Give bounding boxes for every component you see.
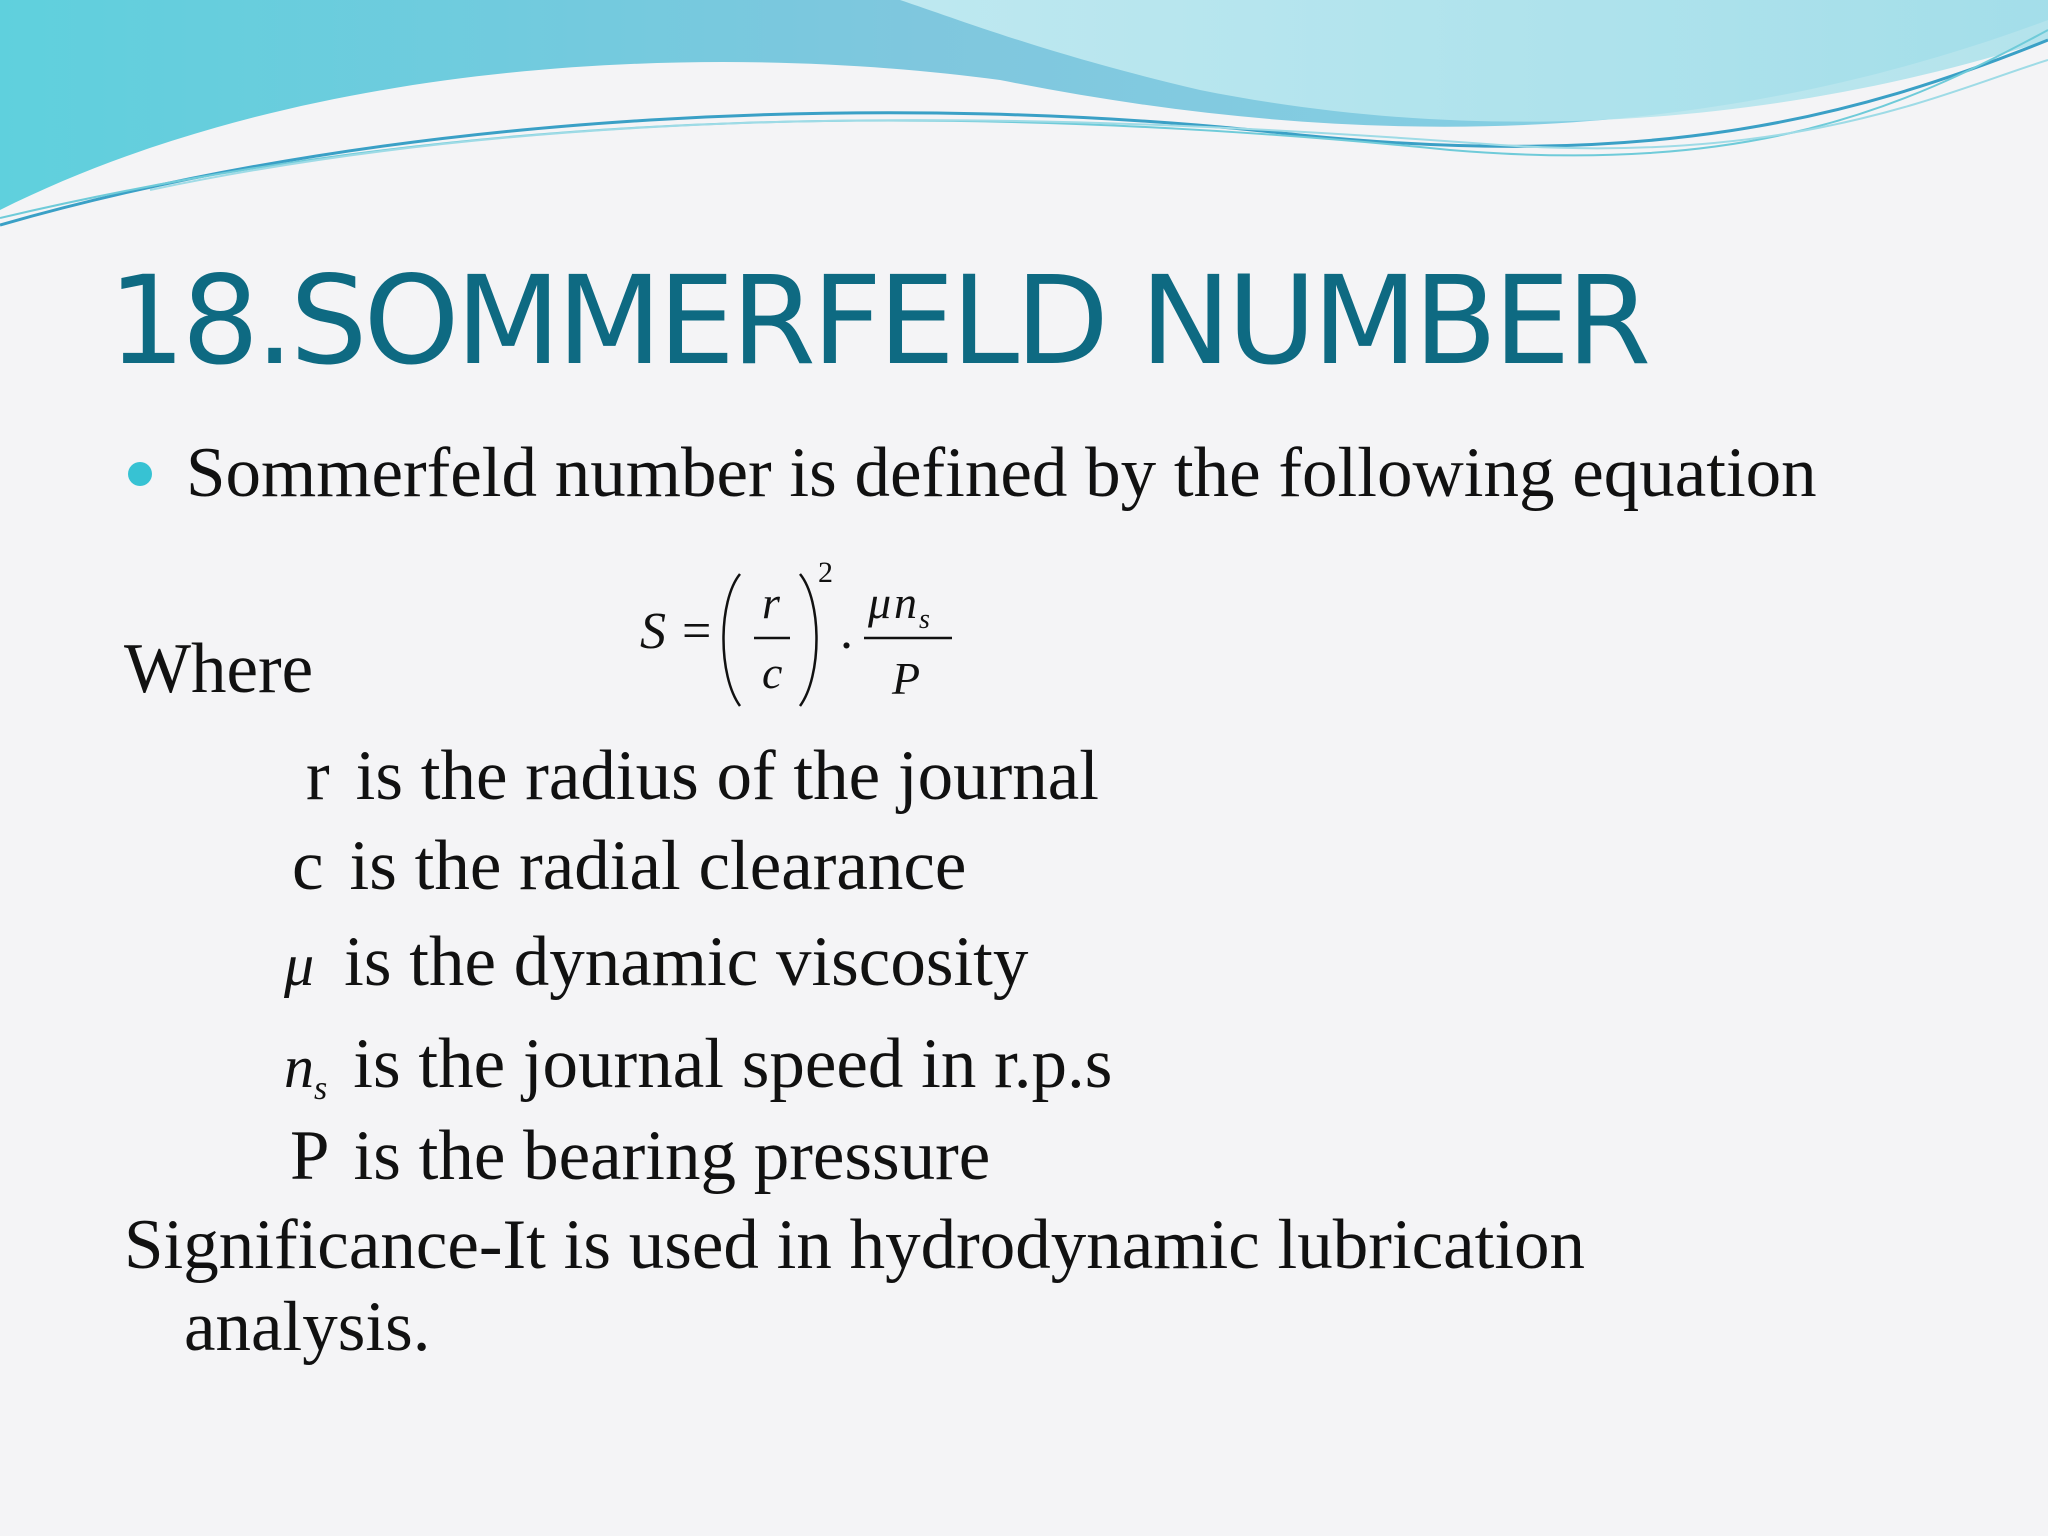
formula-lhs: S	[640, 603, 666, 660]
definition-text: is the dynamic viscosity	[344, 923, 1029, 1001]
definition-subscript: s	[314, 1070, 328, 1107]
formula-equals: =	[682, 603, 712, 660]
significance-line-2: analysis.	[184, 1288, 431, 1366]
definition-p	[290, 1116, 990, 1197]
right-paren	[800, 574, 817, 706]
significance-line-1: Significance-It is used in hydrodynamic lubrication	[124, 1206, 1586, 1284]
definition-symbol: μ	[284, 932, 315, 998]
where-label: Where	[124, 630, 314, 708]
definition-ns	[284, 1024, 1112, 1105]
fraction-denominator: c	[762, 647, 783, 698]
definition-text: is the radius of the journal	[355, 737, 1100, 815]
denominator-p: P	[892, 653, 921, 704]
definition-text: is the journal speed in r.p.s	[353, 1025, 1113, 1103]
formula-dot: .	[840, 603, 853, 660]
sommerfeld-formula	[630, 556, 970, 726]
definition-c	[292, 826, 966, 907]
slide-title: 18.SOMMERFELD NUMBER	[108, 250, 1648, 392]
definition-text: is the radial clearance	[349, 827, 967, 905]
definition-r	[306, 736, 1099, 817]
definition-mu	[284, 922, 1028, 1003]
bullet-icon	[128, 462, 152, 486]
left-paren	[724, 574, 741, 706]
definition-symbol: P	[290, 1117, 330, 1195]
definition-symbol: c	[292, 827, 324, 905]
numerator-n: n	[894, 577, 917, 628]
header-wave-decoration	[0, 0, 2048, 240]
bullet-item	[128, 434, 1817, 512]
formula-exponent: 2	[818, 556, 833, 589]
numerator-mu: μ	[868, 577, 892, 628]
definition-symbol: n	[284, 1034, 314, 1100]
numerator-subscript: s	[919, 604, 930, 635]
bullet-text: Sommerfeld number is defined by the following equation	[186, 434, 1817, 512]
definition-text: is the bearing pressure	[353, 1117, 991, 1195]
fraction-numerator: r	[762, 577, 780, 628]
definition-symbol: r	[306, 737, 330, 815]
